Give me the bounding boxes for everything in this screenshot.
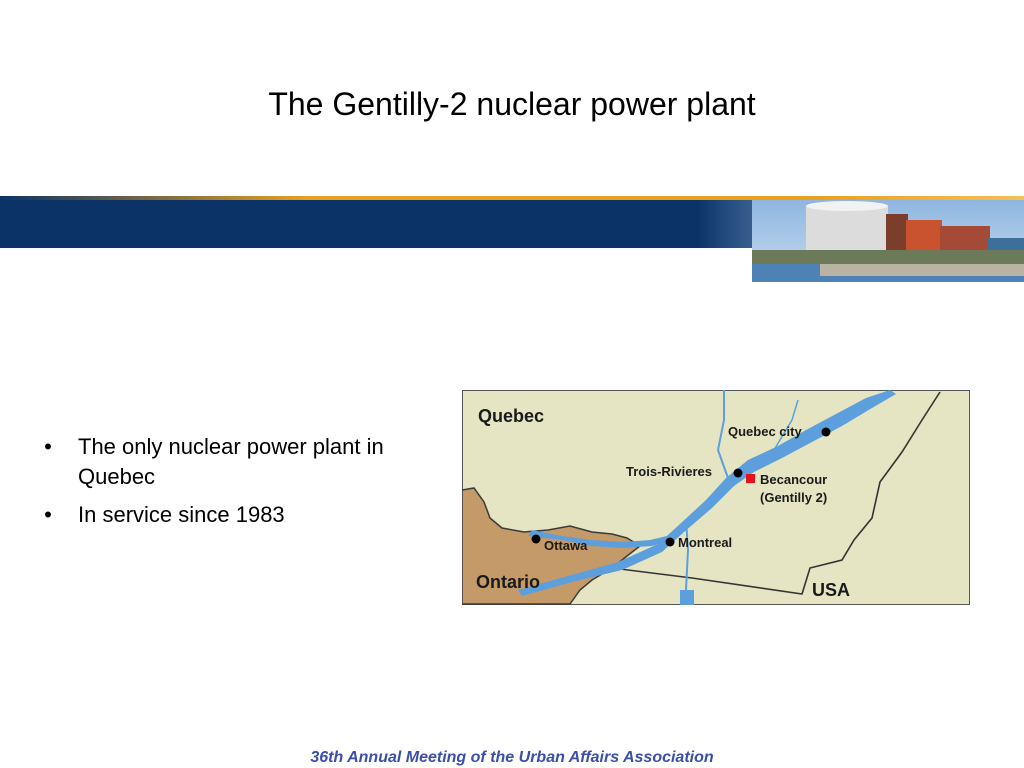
label-quebec: Quebec xyxy=(478,406,545,426)
quebec-city-marker xyxy=(822,428,831,437)
bullet-item xyxy=(38,500,448,530)
label-ottawa: Ottawa xyxy=(544,538,588,553)
bullet-marker: • xyxy=(44,434,52,459)
label-usa: USA xyxy=(812,580,851,600)
ottawa-marker xyxy=(532,535,541,544)
nuclear-plant-photo xyxy=(752,200,1024,282)
footer-text: 36th Annual Meeting of the Urban Affairs Association xyxy=(310,749,714,766)
header-banner xyxy=(0,196,1024,282)
becancour-plant-marker xyxy=(746,474,755,483)
label-becancour: Becancour xyxy=(760,472,828,487)
bullet-marker: • xyxy=(44,502,52,527)
label-quebec-city: Quebec city xyxy=(728,424,802,439)
trois-rivieres-marker xyxy=(734,469,743,478)
montreal-marker xyxy=(666,538,675,547)
label-montreal: Montreal xyxy=(678,535,733,550)
label-trois-rivieres: Trois-Rivieres xyxy=(626,464,712,479)
bullet-text: The only nuclear power plant in Quebec xyxy=(78,434,384,489)
bullet-text: In service since 1983 xyxy=(78,502,285,527)
label-ontario: Ontario xyxy=(476,572,541,592)
quebec-map xyxy=(462,390,970,605)
slide-title: The Gentilly-2 nuclear power plant xyxy=(268,86,756,122)
bullet-list xyxy=(38,432,448,538)
bullet-item xyxy=(38,432,448,492)
label-gentilly: (Gentilly 2) xyxy=(760,490,828,505)
